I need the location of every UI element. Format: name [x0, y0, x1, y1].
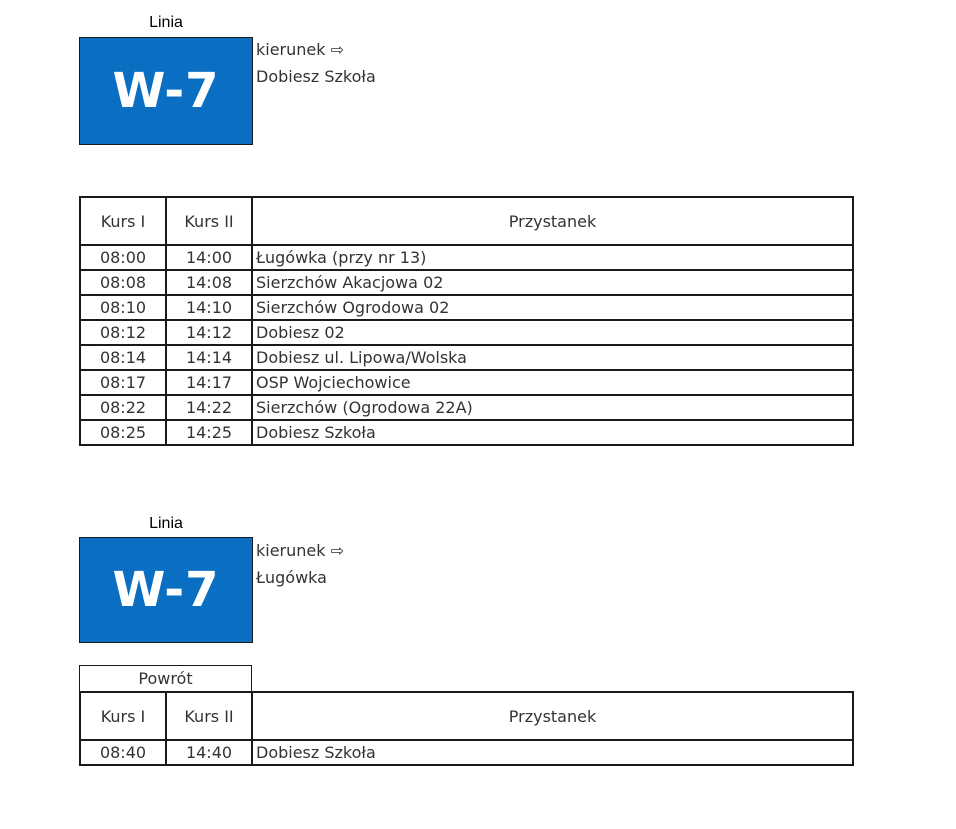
kierunek-label: kierunek ⇨ — [256, 541, 345, 560]
table-header-row — [80, 692, 853, 740]
kurs-2-time: 14:00 — [166, 245, 252, 270]
kurs-1-time: 08:08 — [80, 270, 166, 295]
schedule-table-return — [79, 691, 854, 766]
kurs-1-time: 08:00 — [80, 245, 166, 270]
stop-name: Ługówka (przy nr 13) — [252, 245, 853, 270]
kierunek-label: kierunek ⇨ — [256, 40, 345, 59]
kurs-2-time: 14:10 — [166, 295, 252, 320]
stop-name: Sierzchów (Ogrodowa 22A) — [252, 395, 853, 420]
kurs-1-time: 08:14 — [80, 345, 166, 370]
kurs-2-time: 14:22 — [166, 395, 252, 420]
table-row — [80, 270, 853, 295]
line-badge — [79, 537, 253, 643]
kurs-2-time: 14:40 — [166, 740, 252, 765]
schedule-table-outbound — [79, 196, 854, 446]
line-badge — [79, 37, 253, 145]
destination-text: Ługówka — [256, 568, 327, 587]
return-label: Powrót — [79, 665, 252, 691]
header-kurs-1: Kurs I — [80, 692, 166, 740]
header-kurs-1: Kurs I — [80, 197, 166, 245]
header-stop: Przystanek — [252, 692, 853, 740]
direction-block — [256, 537, 344, 591]
kurs-1-time: 08:12 — [80, 320, 166, 345]
kurs-2-time: 14:12 — [166, 320, 252, 345]
table-row — [80, 295, 853, 320]
stop-name: Sierzchów Akacjowa 02 — [252, 270, 853, 295]
table-row — [80, 345, 853, 370]
direction-block — [256, 36, 376, 90]
table-header-row — [80, 197, 853, 245]
stop-name: Dobiesz Szkoła — [252, 420, 853, 445]
header-kurs-2: Kurs II — [166, 692, 252, 740]
table-row — [80, 320, 853, 345]
kurs-2-time: 14:08 — [166, 270, 252, 295]
table-row — [80, 245, 853, 270]
destination-text: Dobiesz Szkoła — [256, 67, 376, 86]
kurs-1-time: 08:10 — [80, 295, 166, 320]
kurs-1-time: 08:22 — [80, 395, 166, 420]
table-row — [80, 370, 853, 395]
kurs-1-time: 08:17 — [80, 370, 166, 395]
stop-name: Dobiesz Szkoła — [252, 740, 853, 765]
kurs-1-time: 08:25 — [80, 420, 166, 445]
table-row — [80, 395, 853, 420]
linia-label: Linia — [149, 14, 183, 31]
stop-name: Sierzchów Ogrodowa 02 — [252, 295, 853, 320]
header-stop: Przystanek — [252, 197, 853, 245]
line-code: W-7 — [112, 63, 220, 119]
kurs-2-time: 14:25 — [166, 420, 252, 445]
kurs-2-time: 14:17 — [166, 370, 252, 395]
stop-name: Dobiesz 02 — [252, 320, 853, 345]
kurs-2-time: 14:14 — [166, 345, 252, 370]
header-kurs-2: Kurs II — [166, 197, 252, 245]
linia-label: Linia — [149, 515, 183, 532]
table-row — [80, 420, 853, 445]
stop-name: OSP Wojciechowice — [252, 370, 853, 395]
table-row — [80, 740, 853, 765]
line-code: W-7 — [112, 562, 220, 618]
kurs-1-time: 08:40 — [80, 740, 166, 765]
stop-name: Dobiesz ul. Lipowa/Wolska — [252, 345, 853, 370]
